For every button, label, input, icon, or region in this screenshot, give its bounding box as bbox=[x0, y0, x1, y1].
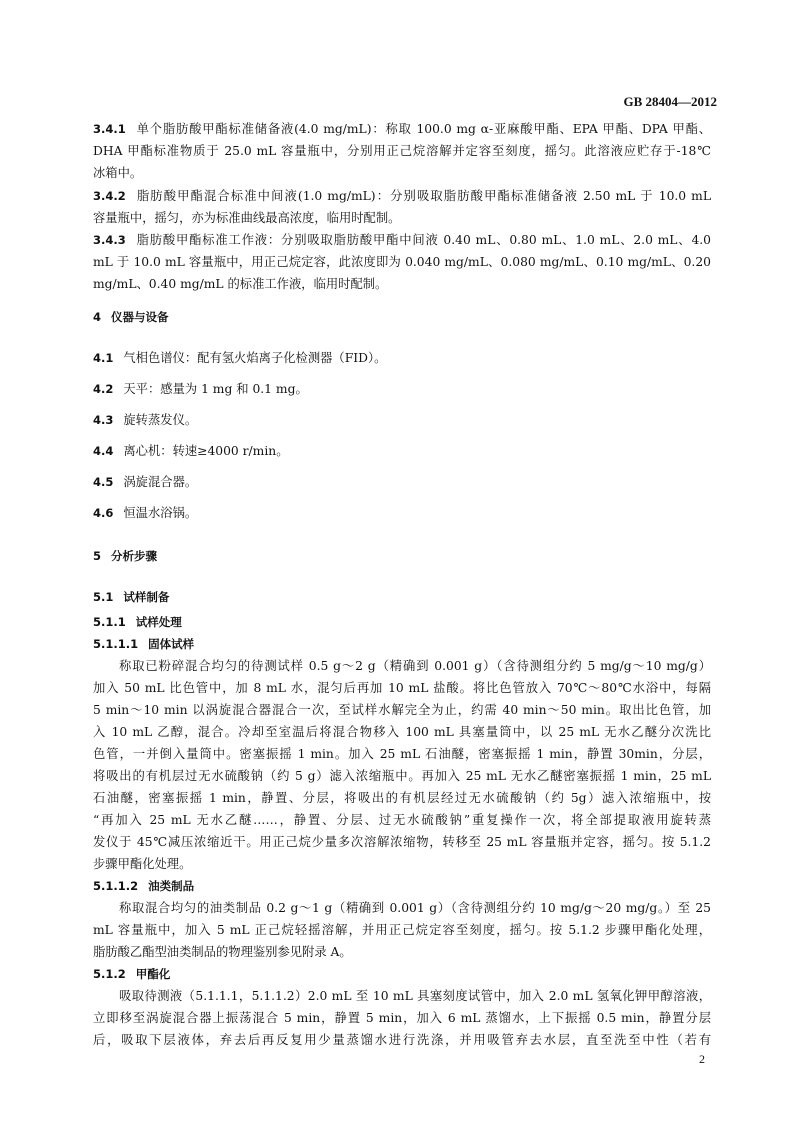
text-line: 称取混合均匀的油类制品 0.2 g～1 g（精确到 0.001 g）（含待测组分约 10 mg/g～20 mg/g。）至 25 bbox=[119, 901, 711, 915]
section-heading-5-1-1 bbox=[93, 611, 711, 633]
text-line: 吸取待测液（5.1.1.1，5.1.1.2）2.0 mL 至 10 mL 具塞刻度试管中，加入 2.0 mL 氢氧化钾甲醇溶液， bbox=[119, 989, 711, 1003]
clause-text: 脂肪酸甲酯标准工作液：分别吸取脂肪酸甲酯中间液 0.40 mL、0.80 mL、1.0 mL、2.0 mL、4.0 bbox=[135, 233, 711, 247]
text-line: 石油醚，密塞振摇 1 min，静置、分层，将吸出的有机层经过无水硫酸钠（约 5g）滤入浓缩瓶中，按 bbox=[93, 791, 711, 805]
clause-number: 3.4.3 bbox=[93, 233, 126, 247]
clause-number: 4.3 bbox=[93, 413, 114, 427]
section-heading-5-1-1-1 bbox=[93, 633, 711, 655]
section-number: 5.1.1 bbox=[93, 615, 126, 629]
clause-3-4-1-line bbox=[93, 118, 711, 140]
clause-text: 恒温水浴锅。 bbox=[123, 506, 198, 520]
clause-4-2-line bbox=[93, 378, 711, 400]
section-number: 5 bbox=[93, 549, 102, 563]
clause-text: 天平：感量为 1 mg 和 0.1 mg。 bbox=[123, 382, 308, 396]
standard-code-header: GB 28404—2012 bbox=[623, 94, 717, 109]
text-line: 发仪于 45℃减压浓缩近干。用正己烷少量多次溶解浓缩物，转移至 25 mL 容量瓶并定容，摇匀。按 5.1.2 bbox=[93, 835, 711, 849]
clause-3-4-3-line bbox=[93, 229, 711, 251]
section-number: 5.1.2 bbox=[93, 967, 126, 981]
text-line: 步骤甲酯化处理。 bbox=[93, 857, 192, 871]
section-title: 固体试样 bbox=[148, 637, 195, 651]
text-line: 色管，一并倒入量筒中。密塞振摇 1 min。加入 25 mL 石油醚，密塞振摇 1 min，静置 30min，分层， bbox=[93, 747, 711, 761]
section-heading-5-1-2 bbox=[93, 963, 711, 985]
text-line: 容量瓶中，摇匀，亦为标准曲线最高浓度，临用时配制。 bbox=[93, 211, 401, 225]
clause-4-1-line bbox=[93, 347, 711, 369]
section-number: 5.1.1.1 bbox=[93, 637, 139, 651]
text-line: 称取已粉碎混合均匀的待测试样 0.5 g～2 g（精确到 0.001 g）（含待测组分约 5 mg/g～10 mg/g） bbox=[119, 659, 711, 673]
clause-4-5-line bbox=[93, 471, 711, 493]
section-heading-5 bbox=[93, 545, 711, 567]
text-line: 加入 50 mL 比色管中，加 8 mL 水，混匀后再加 10 mL 盐酸。将比色管放入 70℃～80℃水浴中，每隔 bbox=[93, 681, 711, 695]
clause-text: 脂肪酸甲酯混合标准中间液(1.0 mg/mL)：分别吸取脂肪酸甲酯标准储备液 2.50 mL 于 10.0 mL bbox=[135, 189, 711, 203]
text-line: 冰箱中。 bbox=[93, 166, 143, 180]
clause-number: 4.4 bbox=[93, 444, 114, 458]
clause-number: 4.1 bbox=[93, 351, 114, 365]
clause-4-6-line bbox=[93, 502, 711, 524]
section-heading-4 bbox=[93, 306, 711, 328]
text-line: 入 10 mL 乙醇，混合。冷却至室温后将混合物移入 100 mL 具塞量筒中，以 25 mL 无水乙醚分次洗比 bbox=[93, 725, 711, 739]
section-title: 仪器与设备 bbox=[111, 310, 169, 324]
section-title: 分析步骤 bbox=[111, 549, 158, 563]
section-number: 5.1.1.2 bbox=[93, 879, 139, 893]
section-number: 4 bbox=[93, 310, 102, 324]
section-heading-5-1-1-2 bbox=[93, 875, 711, 897]
text-line: mL 于 10.0 mL 容量瓶中，用正己烷定容，此浓度即为 0.040 mg/mL、0.080 mg/mL、0.10 mg/mL、0.20 bbox=[93, 255, 711, 269]
clause-3-4-2-line bbox=[93, 185, 711, 207]
clause-text: 气相色谱仪：配有氢火焰离子化检测器（FID）。 bbox=[123, 351, 387, 365]
clause-text: 单个脂肪酸甲酯标准储备液(4.0 mg/mL)：称取 100.0 mg α-亚麻酸甲酯、EPA 甲酯、DPA 甲酯、 bbox=[135, 122, 711, 136]
clause-4-3-line bbox=[93, 409, 711, 431]
text-line: 将吸出的有机层过无水硫酸钠（约 5 g）滤入浓缩瓶中。再加入 25 mL 无水乙醚密塞振摇 1 min，25 mL bbox=[93, 769, 711, 783]
clause-4-4-line bbox=[93, 440, 711, 462]
text-line: “再加入 25 mL 无水乙醚……，静置、分层、过无水硫酸钠”重复操作一次，将全部提取液用旋转蒸 bbox=[93, 813, 711, 827]
text-line: 后，吸取下层液体，弃去后再反复用少量蒸馏水进行洗涤，并用吸管弃去水层，直至洗至中性（若有 bbox=[93, 1033, 711, 1047]
clause-text: 离心机：转速≥4000 r/min。 bbox=[123, 444, 289, 458]
clause-number: 3.4.1 bbox=[93, 122, 126, 136]
section-title: 试样制备 bbox=[123, 590, 170, 604]
clause-number: 3.4.2 bbox=[93, 189, 126, 203]
text-line: mL 容量瓶中，加入 5 mL 正己烷轻摇溶解，并用正己烷定容至刻度，摇匀。按 5.1.2 步骤甲酯化处理， bbox=[93, 923, 711, 937]
text-line: DHA 甲酯标准物质于 25.0 mL 容量瓶中，分别用正己烷溶解并定容至刻度，摇匀。此溶液应贮存于-18℃ bbox=[93, 144, 711, 158]
clause-number: 4.2 bbox=[93, 382, 114, 396]
text-line: 5 min～10 min 以涡旋混合器混合一次，至试样水解完全为止，约需 40 min～50 min。取出比色管，加 bbox=[93, 703, 711, 717]
text-line: mg/mL、0.40 mg/mL 的标准工作液，临用时配制。 bbox=[93, 277, 388, 291]
clause-number: 4.6 bbox=[93, 506, 114, 520]
clause-text: 旋转蒸发仪。 bbox=[123, 413, 198, 427]
section-title: 试样处理 bbox=[135, 615, 182, 629]
section-number: 5.1 bbox=[93, 590, 114, 604]
section-title: 油类制品 bbox=[148, 879, 195, 893]
section-title: 甲酯化 bbox=[135, 967, 171, 981]
text-line: 脂肪酸乙酯型油类制品的物理鉴别参见附录 A。 bbox=[93, 945, 352, 959]
clause-text: 涡旋混合器。 bbox=[123, 475, 198, 489]
clause-number: 4.5 bbox=[93, 475, 114, 489]
text-line: 立即移至涡旋混合器上振荡混合 5 min，静置 5 min，加入 6 mL 蒸馏水，上下振摇 0.5 min，静置分层 bbox=[93, 1011, 711, 1025]
section-heading-5-1 bbox=[93, 586, 711, 608]
page-number: 2 bbox=[699, 1052, 705, 1066]
